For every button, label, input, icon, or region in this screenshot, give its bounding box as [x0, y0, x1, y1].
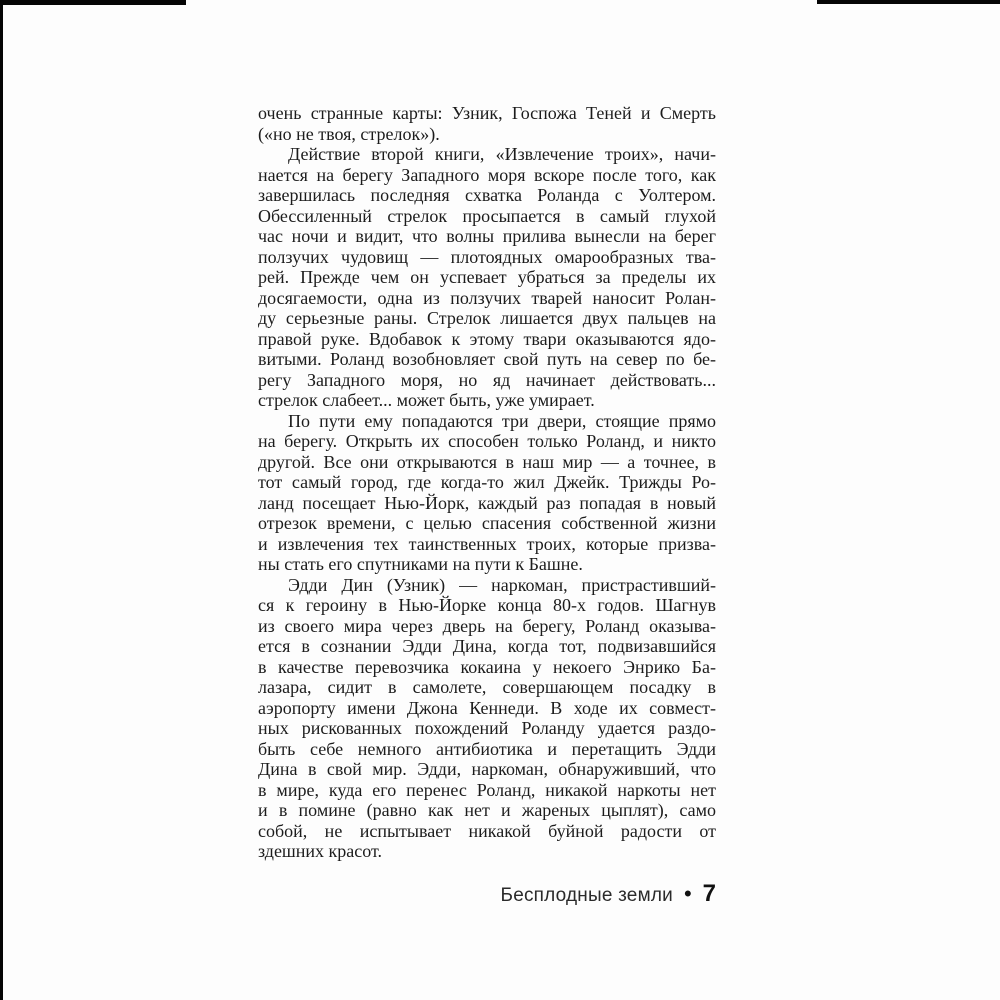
text-line: Дина в свой мир. Эдди, наркоман, обнаруживший, что — [258, 759, 716, 779]
text-line: ду серьезные раны. Стрелок лишается двух пальцев на — [258, 308, 716, 328]
text-line: аэропорту имени Джона Кеннеди. В ходе их совмест- — [258, 697, 716, 718]
scan-edge-top-left-line — [0, 0, 186, 5]
text-line: ланд посещает Нью-Йорк, каждый раз попадая в новый — [258, 492, 716, 513]
text-line: очень странные карты: Узник, Госпожа Теней и Смерть — [258, 103, 716, 123]
text-line: завершилась последняя схватка Роланда с Уолтером. — [258, 185, 716, 205]
text-line: отрезок времени, с целью спасения собственной жизни — [258, 513, 716, 533]
text-line: ползучих чудовищ — плотоядных омарообразных тва- — [258, 246, 716, 267]
text-line: Действие второй книги, «Извлечение троих», начи- — [288, 144, 716, 164]
text-line: быть себе немного антибиотика и перетащить Эдди — [258, 738, 716, 759]
footer-book-title: Бесплодные земли — [500, 885, 673, 906]
page-text-block — [258, 103, 716, 862]
text-line: витыми. Роланд возобновляет свой путь на север по бе- — [258, 349, 716, 369]
text-line: на берегу. Открыть их способен только Роланд, и никто — [258, 431, 716, 451]
text-line: ся к героину в Нью-Йорке конца 80-х годов. Шагнув — [258, 595, 716, 615]
text-line: регу Западного моря, но яд начинает действовать... — [258, 369, 716, 390]
text-line: досягаемости, одна из ползучих тварей наносит Ролан- — [258, 287, 716, 308]
text-line: ется в сознании Эдди Дина, когда тот, подвизавшийся — [258, 636, 716, 656]
text-line: ны стать его спутниками на пути к Башне. — [258, 554, 583, 574]
text-line: из своего мира через дверь на берегу, Роланд оказыва- — [258, 615, 716, 636]
text-line: другой. Все они открываются в наш мир — а точнее, в — [258, 451, 716, 472]
text-line: («но не твоя, стрелок»). — [258, 123, 440, 144]
scan-edge-top-right-line — [817, 0, 1000, 4]
text-line: и извлечения тех таинственных троих, которые призва- — [258, 533, 716, 554]
text-line: По пути ему попадаются три двери, стоящие прямо — [288, 410, 716, 431]
text-line: правой руке. Вдобавок к этому твари оказываются ядо- — [258, 328, 716, 349]
text-line: нается на берегу Западного моря вскоре после того, как — [258, 164, 716, 185]
text-line: Эдди Дин (Узник) — наркоман, пристрастивший- — [288, 574, 716, 595]
text-line: здешних красот. — [258, 841, 383, 861]
text-line: Обессиленный стрелок просыпается в самый глухой — [258, 205, 716, 226]
text-line: лазара, сидит в самолете, совершающем посадку в — [258, 677, 716, 697]
text-line: в качестве перевозчика кокаина у некоего Энрико Ба- — [258, 656, 716, 677]
text-line: рей. Прежде чем он успевает убраться за пределы их — [258, 267, 716, 287]
text-line: в мире, куда его перенес Роланд, никакой наркоты нет — [258, 779, 716, 800]
running-footer — [501, 880, 716, 908]
footer-page-number: 7 — [702, 880, 716, 907]
text-line: собой, не испытывает никакой буйной радости от — [258, 820, 716, 841]
text-line: тот самый город, где когда-то жил Джейк. Трижды Ро- — [258, 472, 716, 492]
text-line: и в помине (равно как нет и жареных цыплят), само — [258, 800, 716, 820]
footer-bullet-icon: • — [683, 881, 692, 906]
text-line: час ночи и видит, что волны прилива вынесли на берег — [258, 226, 716, 246]
text-line: стрелок слабеет... может быть, уже умирает. — [258, 390, 595, 410]
scan-edge-left-line — [0, 0, 3, 1000]
text-line: ных рискованных похождений Роланду удается раздо- — [258, 718, 716, 738]
